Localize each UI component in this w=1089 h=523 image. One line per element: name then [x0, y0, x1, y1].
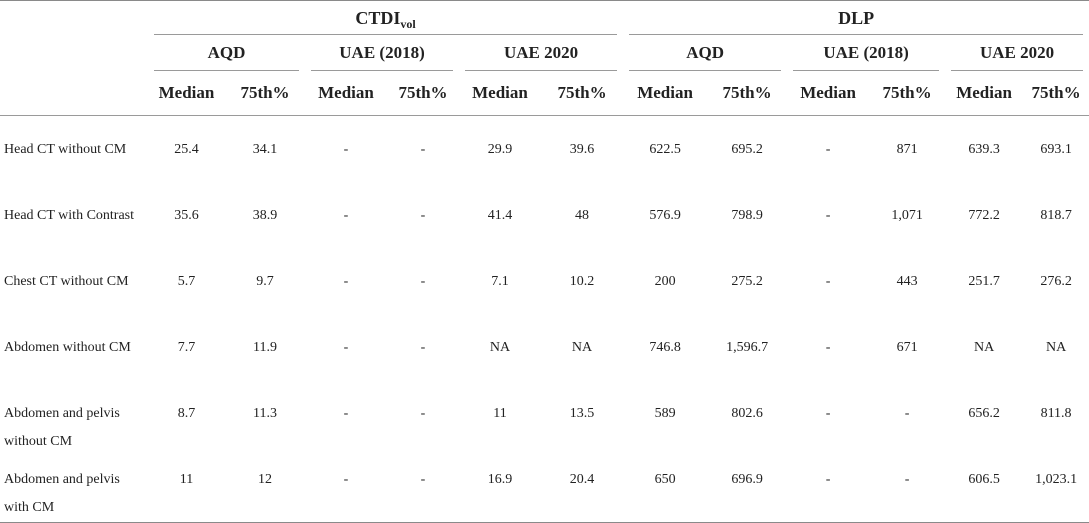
corner-cell-2	[0, 35, 148, 71]
value-cell: -	[825, 340, 831, 355]
subgroup-header: UAE 2020	[459, 35, 623, 71]
value-cell: 818.7	[1040, 208, 1072, 223]
value-cell: -	[420, 406, 426, 421]
value-cell: 11	[179, 472, 194, 487]
value-cell: 29.9	[487, 142, 513, 157]
value-cell: 871	[896, 142, 918, 157]
value-cell: 9.7	[256, 274, 274, 289]
value-cell: -	[904, 406, 910, 421]
value-cell: 200	[654, 274, 676, 289]
value-cell: -	[343, 274, 349, 289]
value-cell: 11.3	[253, 406, 277, 421]
row-label: Abdomen and pelvis with CM	[4, 472, 120, 515]
value-cell: 10.2	[569, 274, 595, 289]
value-cell: 772.2	[968, 208, 1000, 223]
value-cell: 25.4	[174, 142, 199, 157]
value-cell: -	[420, 472, 426, 487]
value-cell: 39.6	[569, 142, 595, 157]
value-cell: 656.2	[968, 406, 1000, 421]
value-cell: 1,596.7	[726, 340, 769, 355]
value-cell: -	[825, 274, 831, 289]
row-label: Chest CT without CM	[4, 274, 129, 289]
value-cell: 251.7	[968, 274, 1000, 289]
table-row	[0, 258, 1089, 324]
subgroup-header: AQD	[148, 35, 305, 71]
value-cell: -	[420, 274, 426, 289]
value-cell: 671	[896, 340, 918, 355]
value-cell: 20.4	[569, 472, 595, 487]
value-cell: -	[420, 340, 426, 355]
value-cell: 798.9	[731, 208, 763, 223]
subgroup-header: UAE (2018)	[787, 35, 945, 71]
value-cell: 34.1	[252, 142, 278, 157]
group-header-ctdi-main: CTDI	[355, 7, 401, 28]
value-cell: 11	[493, 406, 507, 421]
value-cell: 276.2	[1040, 274, 1072, 289]
value-cell: 746.8	[649, 340, 681, 355]
row-label: Abdomen and pelvis without CM	[4, 406, 120, 449]
value-cell: NA	[973, 340, 995, 355]
value-cell: 8.7	[177, 406, 196, 421]
table-row	[0, 456, 1089, 523]
value-cell: 1,071	[891, 208, 923, 223]
value-cell: -	[420, 142, 426, 157]
value-cell: -	[343, 340, 349, 355]
row-label: Abdomen without CM	[4, 340, 131, 355]
value-cell: -	[420, 208, 426, 223]
stat-header: Median	[787, 71, 869, 116]
group-header-dlp-main: DLP	[838, 7, 875, 28]
table-row	[0, 192, 1089, 258]
stat-header: Median	[945, 71, 1023, 116]
value-cell: 443	[896, 274, 918, 289]
value-cell: 7.1	[491, 274, 509, 289]
stat-header: Median	[305, 71, 387, 116]
corner-cell-3	[0, 71, 148, 116]
value-cell: 576.9	[649, 208, 681, 223]
value-cell: -	[825, 208, 831, 223]
value-cell: 695.2	[731, 142, 763, 157]
value-cell: 1,023.1	[1035, 472, 1078, 487]
table-row	[0, 324, 1089, 390]
value-cell: 589	[654, 406, 676, 421]
row-label: Head CT without CM	[4, 142, 127, 157]
stat-header: 75th%	[707, 71, 787, 116]
stat-header: Median	[459, 71, 541, 116]
value-cell: 16.9	[487, 472, 513, 487]
value-cell: -	[825, 472, 831, 487]
value-cell: 275.2	[731, 274, 763, 289]
stat-header: 75th%	[1023, 71, 1089, 116]
value-cell: 650	[654, 472, 676, 487]
value-cell: -	[825, 406, 831, 421]
value-cell: 48	[575, 208, 590, 223]
value-cell: -	[343, 208, 349, 223]
stat-header: Median	[623, 71, 707, 116]
value-cell: 811.8	[1040, 406, 1072, 421]
value-cell: -	[904, 472, 910, 487]
value-cell: 693.1	[1040, 142, 1072, 157]
value-cell: 696.9	[731, 472, 763, 487]
group-header-dlp	[623, 1, 1089, 36]
value-cell: 5.7	[177, 274, 196, 289]
subgroup-header: UAE 2020	[945, 35, 1089, 71]
stat-header: 75th%	[541, 71, 623, 116]
value-cell: 606.5	[968, 472, 1000, 487]
stat-header: Median	[148, 71, 225, 116]
value-cell: 12	[258, 472, 272, 487]
value-cell: 639.3	[968, 142, 1000, 157]
value-cell: -	[343, 142, 349, 157]
value-cell: 11.9	[253, 340, 277, 355]
stat-header: 75th%	[869, 71, 945, 116]
value-cell: 38.9	[252, 208, 278, 223]
table-row	[0, 390, 1089, 456]
group-header-ctdi-sub: vol	[400, 16, 416, 31]
value-cell: 13.5	[569, 406, 595, 421]
value-cell: -	[343, 472, 349, 487]
value-cell: -	[343, 406, 349, 421]
row-label: Head CT with Contrast	[4, 208, 135, 223]
value-cell: NA	[571, 340, 593, 355]
value-cell: NA	[489, 340, 511, 355]
stat-header: 75th%	[225, 71, 305, 116]
subgroup-header: UAE (2018)	[305, 35, 459, 71]
value-cell: 35.6	[174, 208, 199, 223]
value-cell: 622.5	[649, 142, 681, 157]
subgroup-header: AQD	[623, 35, 787, 71]
table-row	[0, 126, 1089, 192]
value-cell: -	[825, 142, 831, 157]
corner-cell	[0, 1, 148, 36]
value-cell: NA	[1045, 340, 1067, 355]
value-cell: 802.6	[731, 406, 763, 421]
value-cell: 41.4	[487, 208, 513, 223]
group-header-ctdi	[148, 1, 623, 36]
stat-header: 75th%	[387, 71, 459, 116]
value-cell: 7.7	[177, 340, 196, 355]
